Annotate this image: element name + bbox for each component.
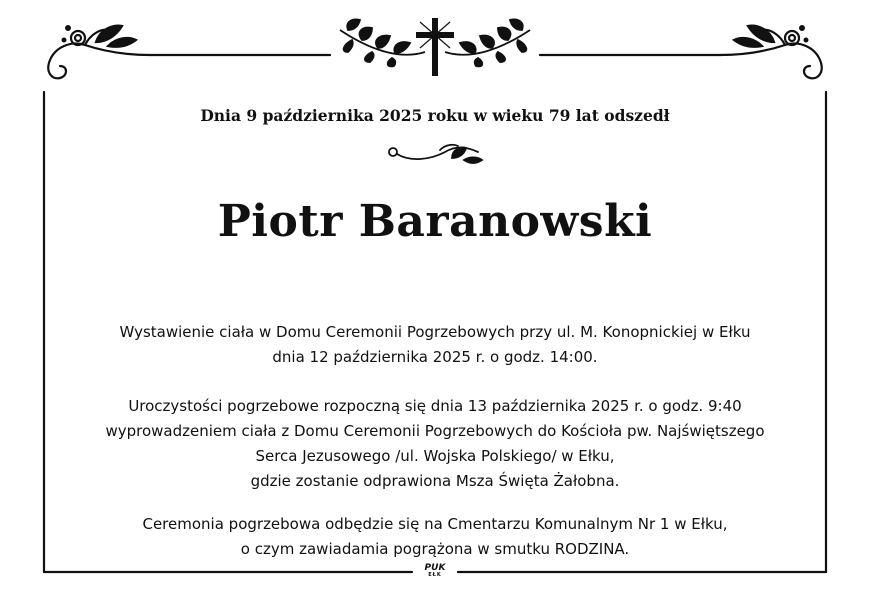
paragraph-line: Wystawienie ciała w Domu Ceremonii Pogrzebowych przy ul. M. Konopnickiej w Ełku: [119, 323, 751, 341]
laurel-branch-icon: [340, 19, 425, 66]
paragraph-line: wyprowadzeniem ciała z Domu Ceremonii Pogrzebowych do Kościoła pw. Najświętszego: [105, 422, 765, 440]
leaf-divider-icon: [389, 145, 482, 163]
logo-sub-text: EŁK: [428, 572, 442, 578]
funeral-ceremony-paragraph: [0, 394, 870, 494]
paragraph-line: Uroczystości pogrzebowe rozpoczną się dnia 13 października 2025 r. o godz. 9:40: [128, 397, 742, 415]
paragraph-line: Serca Jezusowego /ul. Wojska Polskiego/ w Ełku,: [255, 447, 615, 465]
puk-logo: [418, 564, 452, 578]
cross-icon: [416, 18, 454, 76]
paragraph-line: gdzie zostanie odprawiona Msza Święta Żałobna.: [250, 472, 620, 490]
floral-corner-icon: [720, 25, 822, 78]
floral-corner-icon: [48, 25, 150, 78]
paragraph-line: Ceremonia pogrzebowa odbędzie się na Cmentarzu Komunalnym Nr 1 w Ełku,: [142, 515, 728, 533]
deceased-name: Piotr Baranowski: [217, 196, 653, 247]
death-announcement-intro: Dnia 9 października 2025 roku w wieku 79 lat odszedł: [200, 106, 670, 125]
logo-main-text: PUK: [424, 563, 446, 573]
paragraph-line: dnia 12 października 2025 r. o godz. 14:00.: [272, 348, 598, 366]
paragraph-line: o czym zawiadamia pogrążona w smutku RODZINA.: [240, 540, 630, 558]
viewing-paragraph: [0, 320, 870, 370]
burial-paragraph: [0, 512, 870, 562]
laurel-branch-icon: [445, 19, 530, 66]
